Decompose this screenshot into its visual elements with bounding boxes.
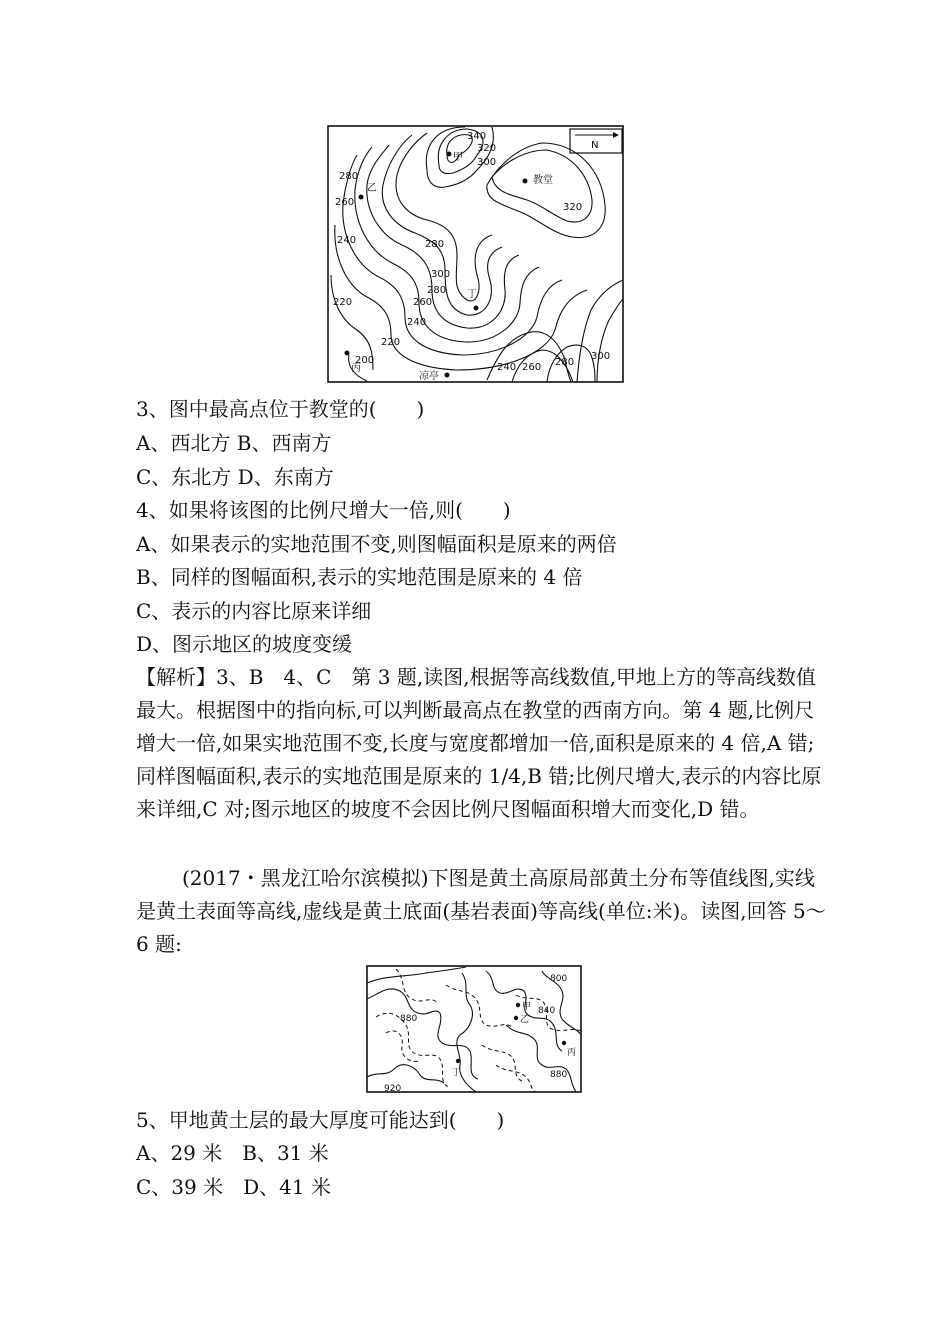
contour-label: 260 [522,362,542,373]
contour-label: 840 [538,1006,556,1016]
contour-label: 880 [400,1014,418,1024]
point-jia: 甲 [522,1002,532,1012]
q3-options-ab: A、西北方 B、西南方 [136,431,332,455]
north-arrow [570,129,622,153]
contour-label: 340 [467,131,487,142]
point-pavilion: 凉亭 [419,371,439,382]
q4-option-d: D、图示地区的坡度变缓 [136,632,353,656]
contour-label: 260 [335,197,355,208]
q4-option-c: C、表示的内容比原来详细 [136,599,372,623]
q4-option-b: B、同样的图幅面积,表示的实地范围是原来的 4 倍 [136,565,583,589]
contour-label: 920 [384,1084,402,1093]
contour-label: 880 [550,1070,568,1080]
q5-options-ab: A、29 米 B、31 米 [136,1141,329,1165]
point-bing: 丙 [351,363,361,374]
contour-label: 300 [477,157,497,168]
north-label: N [591,140,599,151]
point-ding: 丁 [467,289,477,300]
q5-options-cd: C、39 米 D、41 米 [136,1175,331,1199]
contour-label: 280 [425,239,445,250]
point-yi: 乙 [367,183,377,194]
q3-stem: 3、图中最高点位于教堂的( ) [136,397,425,421]
contour-label: 200 [355,355,375,366]
contour-label: 220 [333,297,353,308]
point-church: 教堂 [533,175,553,186]
contour-label: 320 [477,143,497,154]
q5-stem: 5、甲地黄土层的最大厚度可能达到( ) [136,1108,505,1132]
contour-label: 280 [427,285,447,296]
contour-map [327,125,624,383]
contour-label: 280 [339,171,359,182]
intro-paragraph: (2017・黑龙江哈尔滨模拟)下图是黄土高原局部黄土分布等值线图,实线是黄土表面等高线,虚线是黄土底面(基岩表面)等高线(单位:米)。读图,回答 5～6 题: [136,866,826,956]
contour-label: 240 [337,235,357,246]
contour-label: 240 [497,362,517,373]
q4-option-a: A、如果表示的实地范围不变,则图幅面积是原来的两倍 [136,532,617,556]
point-ding: 丁 [452,1068,462,1078]
loess-contour-map [366,965,582,1093]
contour-label: 240 [407,317,427,328]
contour-label: 220 [381,337,401,348]
point-bing: 丙 [567,1048,577,1058]
contour-label: 280 [555,357,575,368]
contour-label: 300 [431,269,451,280]
contour-label: 800 [550,974,568,984]
contour-label: 320 [563,202,583,213]
analysis-paragraph: 【解析】3、B 4、C 第 3 题,读图,根据等高线数值,甲地上方的等高线数值最大。根据图中的指向标,可以判断最高点在教堂的西南方向。第 4 题,比例尺增大一倍,如果实地范围不变,长度与宽度都增加一倍,面积是原来的 4 倍,A 错;同样图幅面积,表示的实地范围是原来的 1/4,B 错;比例尺增大,表示的内容比原来详细,C 对;图示地区的坡度不会因比例尺图幅面积增大而变化,D 错。 [136,665,822,821]
q4-stem: 4、如果将该图的比例尺增大一倍,则( ) [136,498,511,522]
point-jia: 甲 [453,152,463,163]
q3-options-cd: C、东北方 D、东南方 [136,465,334,489]
contour-label: 260 [413,297,433,308]
point-yi: 乙 [520,1015,530,1025]
contour-label: 300 [591,351,611,362]
